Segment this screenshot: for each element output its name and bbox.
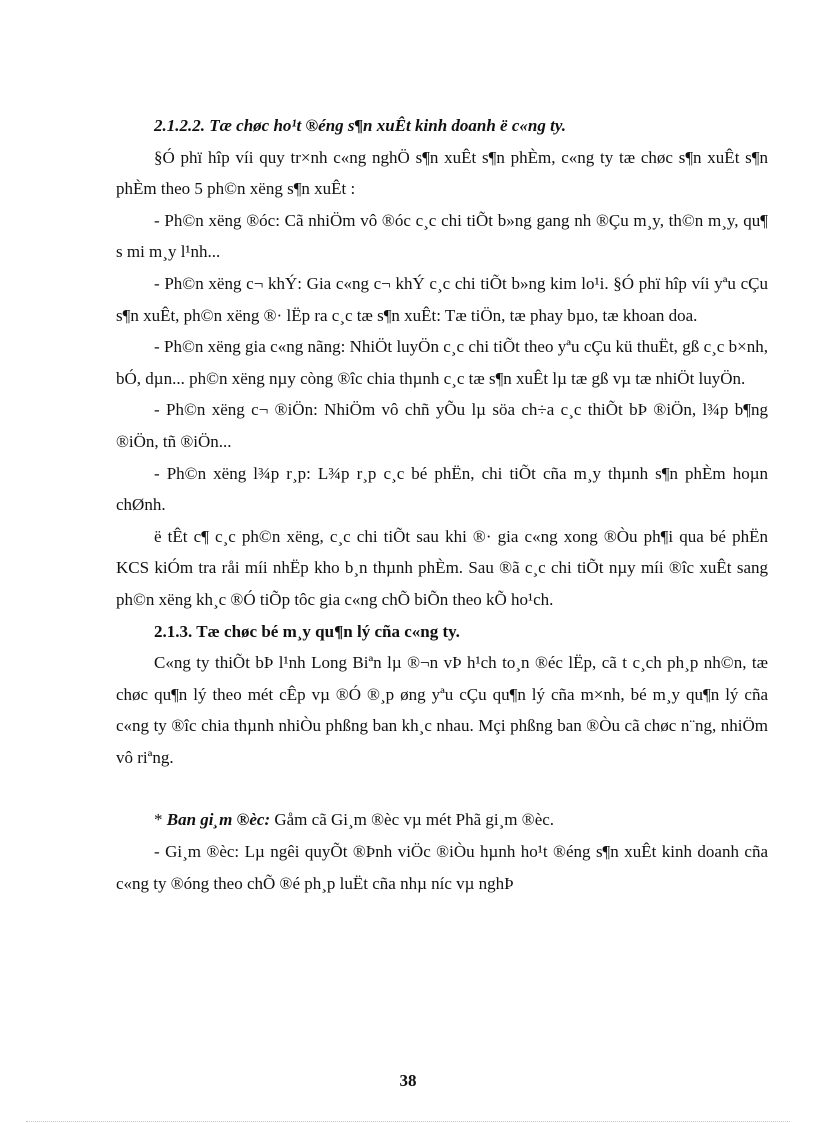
paragraph-spacer [116,773,768,804]
paragraph-workshops-summary: ë tÊt c¶ c¸c ph©n xëng, c¸c chi tiÕt sau khi ®· gia c«ng xong ®Òu ph¶i qua bé phËn KCS kiÓm tra råi míi nhËp kho b¸n thµnh phÈm. Sau ®ã c¸c chi tiÕt nµy míi ®îc xuÊt sang ph©n xëng kh¸c ®Ó tiÕp tôc gia c«ng chÕ biÕn theo kÕ ho¹ch. [116,526,768,609]
section-heading-2-1-3: 2.1.3. Tæ chøc bé m¸y qu¶n lý cña c«ng ty. [154,621,460,641]
board-of-directors-label: Ban gi¸m ®èc: [166,810,271,830]
paragraph-electrical-workshop: - Ph©n xëng c¬ ®iÖn: NhiÖm vô chñ yÕu lµ söa ch÷a c¸c thiÕt bÞ ®iÖn, l¾p b¶ng ®iÖn, tñ ®iÖn... [116,400,768,451]
section-heading-2-1-2-2: 2.1.2.2. Tæ chøc ho¹t ®éng s¶n xuÊt kinh doanh ë c«ng ty. [154,116,566,135]
paragraph-intro: §Ó phï hîp víi quy tr×nh c«ng nghÖ s¶n xuÊt s¶n phÈm, c«ng ty tæ chøc s¶n xuÊt s¶n phÈm theo 5 ph©n xëng s¶n xuÊt : [116,147,768,199]
paragraph-mechanical-workshop: - Ph©n xëng c¬ khÝ: Gia c«ng c¬ khÝ c¸c chi tiÕt b»ng kim lo¹i. §Ó phï hîp víi yªu cÇu s¶n xuÊt, ph©n xëng ®· lËp ra c¸c tæ s¶n xuÊt: Tæ tiÖn, tæ phay bµo, tæ khoan doa. [116,273,768,325]
paragraph-management-structure: C«ng ty thiÕt bÞ l¹nh Long Biªn lµ ®¬n vÞ h¹ch to¸n ®éc lËp, cã t c¸ch ph¸p nh©n, tæ chøc qu¶n lý theo mét cÊp vµ ®Ó ®¸p øng yªu cÇu qu¶n lý cña m×nh, bé m¸y qu¶n lý cña c«ng ty ®îc chia thµnh nhiÒu phßng ban kh¸c nhau. Mçi phßng ban ®Òu cã chøc n¨ng, nhiÖm vô riªng. [116,653,768,767]
footer-dotted-line [26,1121,790,1122]
paragraph-casting-workshop: - Ph©n xëng ®óc: Cã nhiÖm vô ®óc c¸c chi tiÕt b»ng gang nh ®Çu m¸y, th©n m¸y, qu¶ s mi m¸y l¹nh... [116,210,768,262]
paragraph-hot-processing-workshop: - Ph©n xëng gia c«ng nãng: NhiÖt luyÖn c¸c chi tiÕt theo yªu cÇu kü thuËt, gß c¸c b×nh, bÓ, dµn... ph©n xëng nµy còng ®îc chia thµnh c¸c tæ s¶n xuÊt lµ tæ gß vµ tæ nhiÖt luyÖn. [116,337,768,388]
paragraph-director: - Gi¸m ®èc: Lµ ngêi quyÕt ®Þnh viÖc ®iÒu hµnh ho¹t ®éng s¶n xuÊt kinh doanh cña c«ng ty ®óng theo chÕ ®é ph¸p luËt cña nhµ níc vµ nghÞ [116,842,768,893]
board-of-directors-text: Gåm cã Gi¸m ®èc vµ mét Phã gi¸m ®èc. [270,810,555,830]
paragraph-board-of-directors [116,804,768,836]
page-number: 38 [399,1071,417,1090]
page-content [116,110,768,899]
paragraph-assembly-workshop: - Ph©n xëng l¾p r¸p: L¾p r¸p c¸c bé phËn, chi tiÕt cña m¸y thµnh s¶n phÈm hoµn chØnh. [116,463,768,515]
bullet-star: * [154,810,167,830]
